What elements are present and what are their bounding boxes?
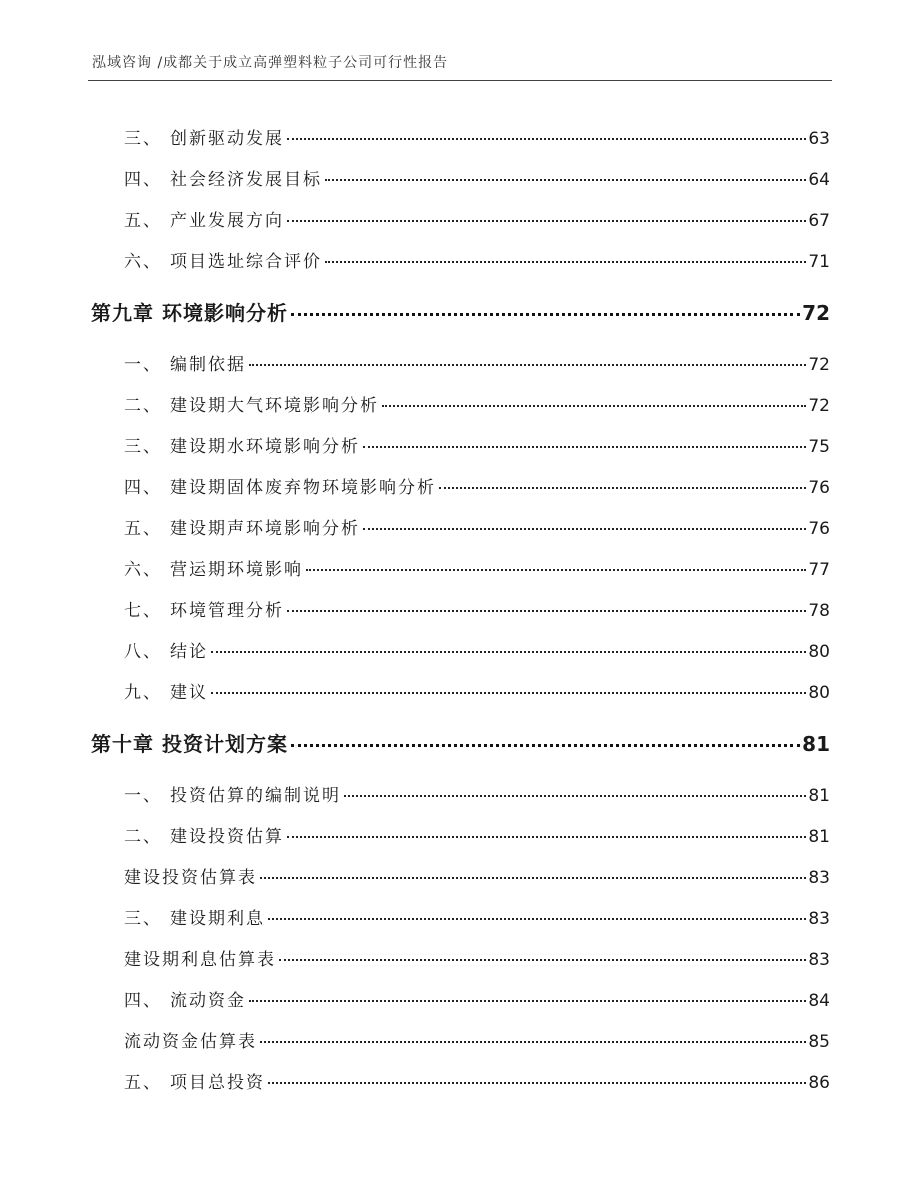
toc-entry-title: 编制依据 bbox=[170, 355, 246, 375]
toc-entry-title: 结论 bbox=[170, 642, 208, 662]
toc-entry-marker: 二、 bbox=[124, 827, 162, 847]
toc-entry-title: 建设投资估算表 bbox=[124, 868, 257, 888]
toc-entry-page: 81 bbox=[808, 786, 830, 806]
dot-leader bbox=[363, 446, 806, 448]
toc-entry-page: 72 bbox=[808, 396, 830, 416]
dot-leader bbox=[344, 795, 806, 797]
toc-entry-marker: 三、 bbox=[124, 909, 162, 929]
toc-entry-title: 创新驱动发展 bbox=[170, 129, 284, 149]
toc-entry-page: 85 bbox=[808, 1032, 830, 1052]
toc-entry[interactable] bbox=[124, 822, 830, 847]
toc-entry-marker: 二、 bbox=[124, 396, 162, 416]
dot-leader bbox=[279, 959, 806, 961]
toc-entry[interactable] bbox=[124, 473, 830, 498]
toc-entry-title: 建设期大气环境影响分析 bbox=[170, 396, 379, 416]
toc-entry-title: 项目总投资 bbox=[170, 1073, 265, 1093]
toc-entry-marker: 四、 bbox=[124, 170, 162, 190]
dot-leader bbox=[268, 918, 806, 920]
toc-entry[interactable] bbox=[124, 391, 830, 416]
toc-entry[interactable] bbox=[124, 863, 830, 888]
toc-entry-title: 项目选址综合评价 bbox=[170, 252, 322, 272]
dot-leader bbox=[287, 138, 806, 140]
toc-entry-marker: 五、 bbox=[124, 211, 162, 231]
toc-entry-title: 建设期水环境影响分析 bbox=[170, 437, 360, 457]
dot-leader bbox=[325, 261, 806, 263]
toc-entry-page: 72 bbox=[802, 301, 830, 325]
toc-entry-page: 76 bbox=[808, 519, 830, 539]
dot-leader bbox=[268, 1082, 806, 1084]
toc-entry[interactable] bbox=[124, 678, 830, 703]
dot-leader bbox=[325, 179, 806, 181]
toc-entry-marker: 四、 bbox=[124, 991, 162, 1011]
toc-entry[interactable] bbox=[124, 781, 830, 806]
dot-leader bbox=[249, 1000, 806, 1002]
toc-entry-marker: 一、 bbox=[124, 786, 162, 806]
toc-chapter-title: 第九章 环境影响分析 bbox=[91, 301, 288, 325]
toc-entry[interactable] bbox=[124, 945, 830, 970]
dot-leader bbox=[291, 744, 800, 747]
toc-entry[interactable] bbox=[124, 432, 830, 457]
dot-leader bbox=[260, 1041, 806, 1043]
toc-entry-marker: 八、 bbox=[124, 642, 162, 662]
toc-entry-marker: 一、 bbox=[124, 355, 162, 375]
toc-entry-page: 76 bbox=[808, 478, 830, 498]
toc-entry-page: 63 bbox=[808, 129, 830, 149]
toc-entry-page: 67 bbox=[808, 211, 830, 231]
dot-leader bbox=[211, 651, 806, 653]
toc-entry[interactable] bbox=[124, 247, 830, 272]
toc-entry-marker: 六、 bbox=[124, 252, 162, 272]
toc-entry-title: 建设期利息 bbox=[170, 909, 265, 929]
toc-entry-page: 64 bbox=[808, 170, 830, 190]
toc-entry-page: 83 bbox=[808, 868, 830, 888]
toc-entry[interactable] bbox=[124, 206, 830, 231]
page-header: 泓域咨询 /成都关于成立高弹塑料粒子公司可行性报告 bbox=[92, 55, 449, 71]
toc-chapter-9[interactable] bbox=[91, 297, 830, 326]
toc-entry-page: 86 bbox=[808, 1073, 830, 1093]
toc-entry[interactable] bbox=[124, 596, 830, 621]
toc-entry[interactable] bbox=[124, 1068, 830, 1093]
toc-entry[interactable] bbox=[124, 555, 830, 580]
toc-entry-title: 建设期声环境影响分析 bbox=[170, 519, 360, 539]
header-rule bbox=[88, 80, 832, 81]
toc-entry[interactable] bbox=[124, 124, 830, 149]
toc-entry-page: 75 bbox=[808, 437, 830, 457]
toc-entry[interactable] bbox=[124, 165, 830, 190]
toc-entry[interactable] bbox=[124, 986, 830, 1011]
dot-leader bbox=[287, 836, 806, 838]
toc-entry[interactable] bbox=[124, 514, 830, 539]
toc-entry-page: 81 bbox=[802, 732, 830, 756]
toc-entry-marker: 六、 bbox=[124, 560, 162, 580]
dot-leader bbox=[260, 877, 806, 879]
dot-leader bbox=[249, 364, 806, 366]
dot-leader bbox=[382, 405, 806, 407]
toc-entry-marker: 七、 bbox=[124, 601, 162, 621]
toc-entry-title: 建设期固体废弃物环境影响分析 bbox=[170, 478, 436, 498]
toc-entry[interactable] bbox=[124, 637, 830, 662]
dot-leader bbox=[291, 313, 800, 316]
toc-chapter-10[interactable] bbox=[91, 728, 830, 757]
toc-entry-marker: 五、 bbox=[124, 519, 162, 539]
toc-entry-page: 80 bbox=[808, 642, 830, 662]
dot-leader bbox=[287, 220, 806, 222]
toc-entry-page: 78 bbox=[808, 601, 830, 621]
toc-entry[interactable] bbox=[124, 1027, 830, 1052]
dot-leader bbox=[287, 610, 806, 612]
toc-chapter-title: 第十章 投资计划方案 bbox=[91, 732, 288, 756]
toc-entry-page: 83 bbox=[808, 950, 830, 970]
dot-leader bbox=[439, 487, 806, 489]
toc-entry[interactable] bbox=[124, 350, 830, 375]
toc-entry-title: 建设期利息估算表 bbox=[124, 950, 276, 970]
toc-entry-title: 流动资金 bbox=[170, 991, 246, 1011]
dot-leader bbox=[211, 692, 806, 694]
toc-entry-title: 社会经济发展目标 bbox=[170, 170, 322, 190]
toc-entry-page: 77 bbox=[808, 560, 830, 580]
dot-leader bbox=[363, 528, 806, 530]
toc-entry-title: 投资估算的编制说明 bbox=[170, 786, 341, 806]
toc-entry-marker: 四、 bbox=[124, 478, 162, 498]
toc-entry-page: 80 bbox=[808, 683, 830, 703]
toc-entry-marker: 九、 bbox=[124, 683, 162, 703]
toc-entry-marker: 三、 bbox=[124, 129, 162, 149]
toc-entry-page: 72 bbox=[808, 355, 830, 375]
dot-leader bbox=[306, 569, 806, 571]
toc-entry-page: 84 bbox=[808, 991, 830, 1011]
toc-entry-marker: 五、 bbox=[124, 1073, 162, 1093]
toc-entry-page: 71 bbox=[808, 252, 830, 272]
toc-entry-page: 83 bbox=[808, 909, 830, 929]
toc-entry-title: 流动资金估算表 bbox=[124, 1032, 257, 1052]
toc-entry-page: 81 bbox=[808, 827, 830, 847]
toc-entry-title: 环境管理分析 bbox=[170, 601, 284, 621]
toc-entry-title: 建议 bbox=[170, 683, 208, 703]
toc-entry[interactable] bbox=[124, 904, 830, 929]
toc-entry-marker: 三、 bbox=[124, 437, 162, 457]
toc-entry-title: 产业发展方向 bbox=[170, 211, 284, 231]
toc-entry-title: 建设投资估算 bbox=[170, 827, 284, 847]
toc-entry-title: 营运期环境影响 bbox=[170, 560, 303, 580]
